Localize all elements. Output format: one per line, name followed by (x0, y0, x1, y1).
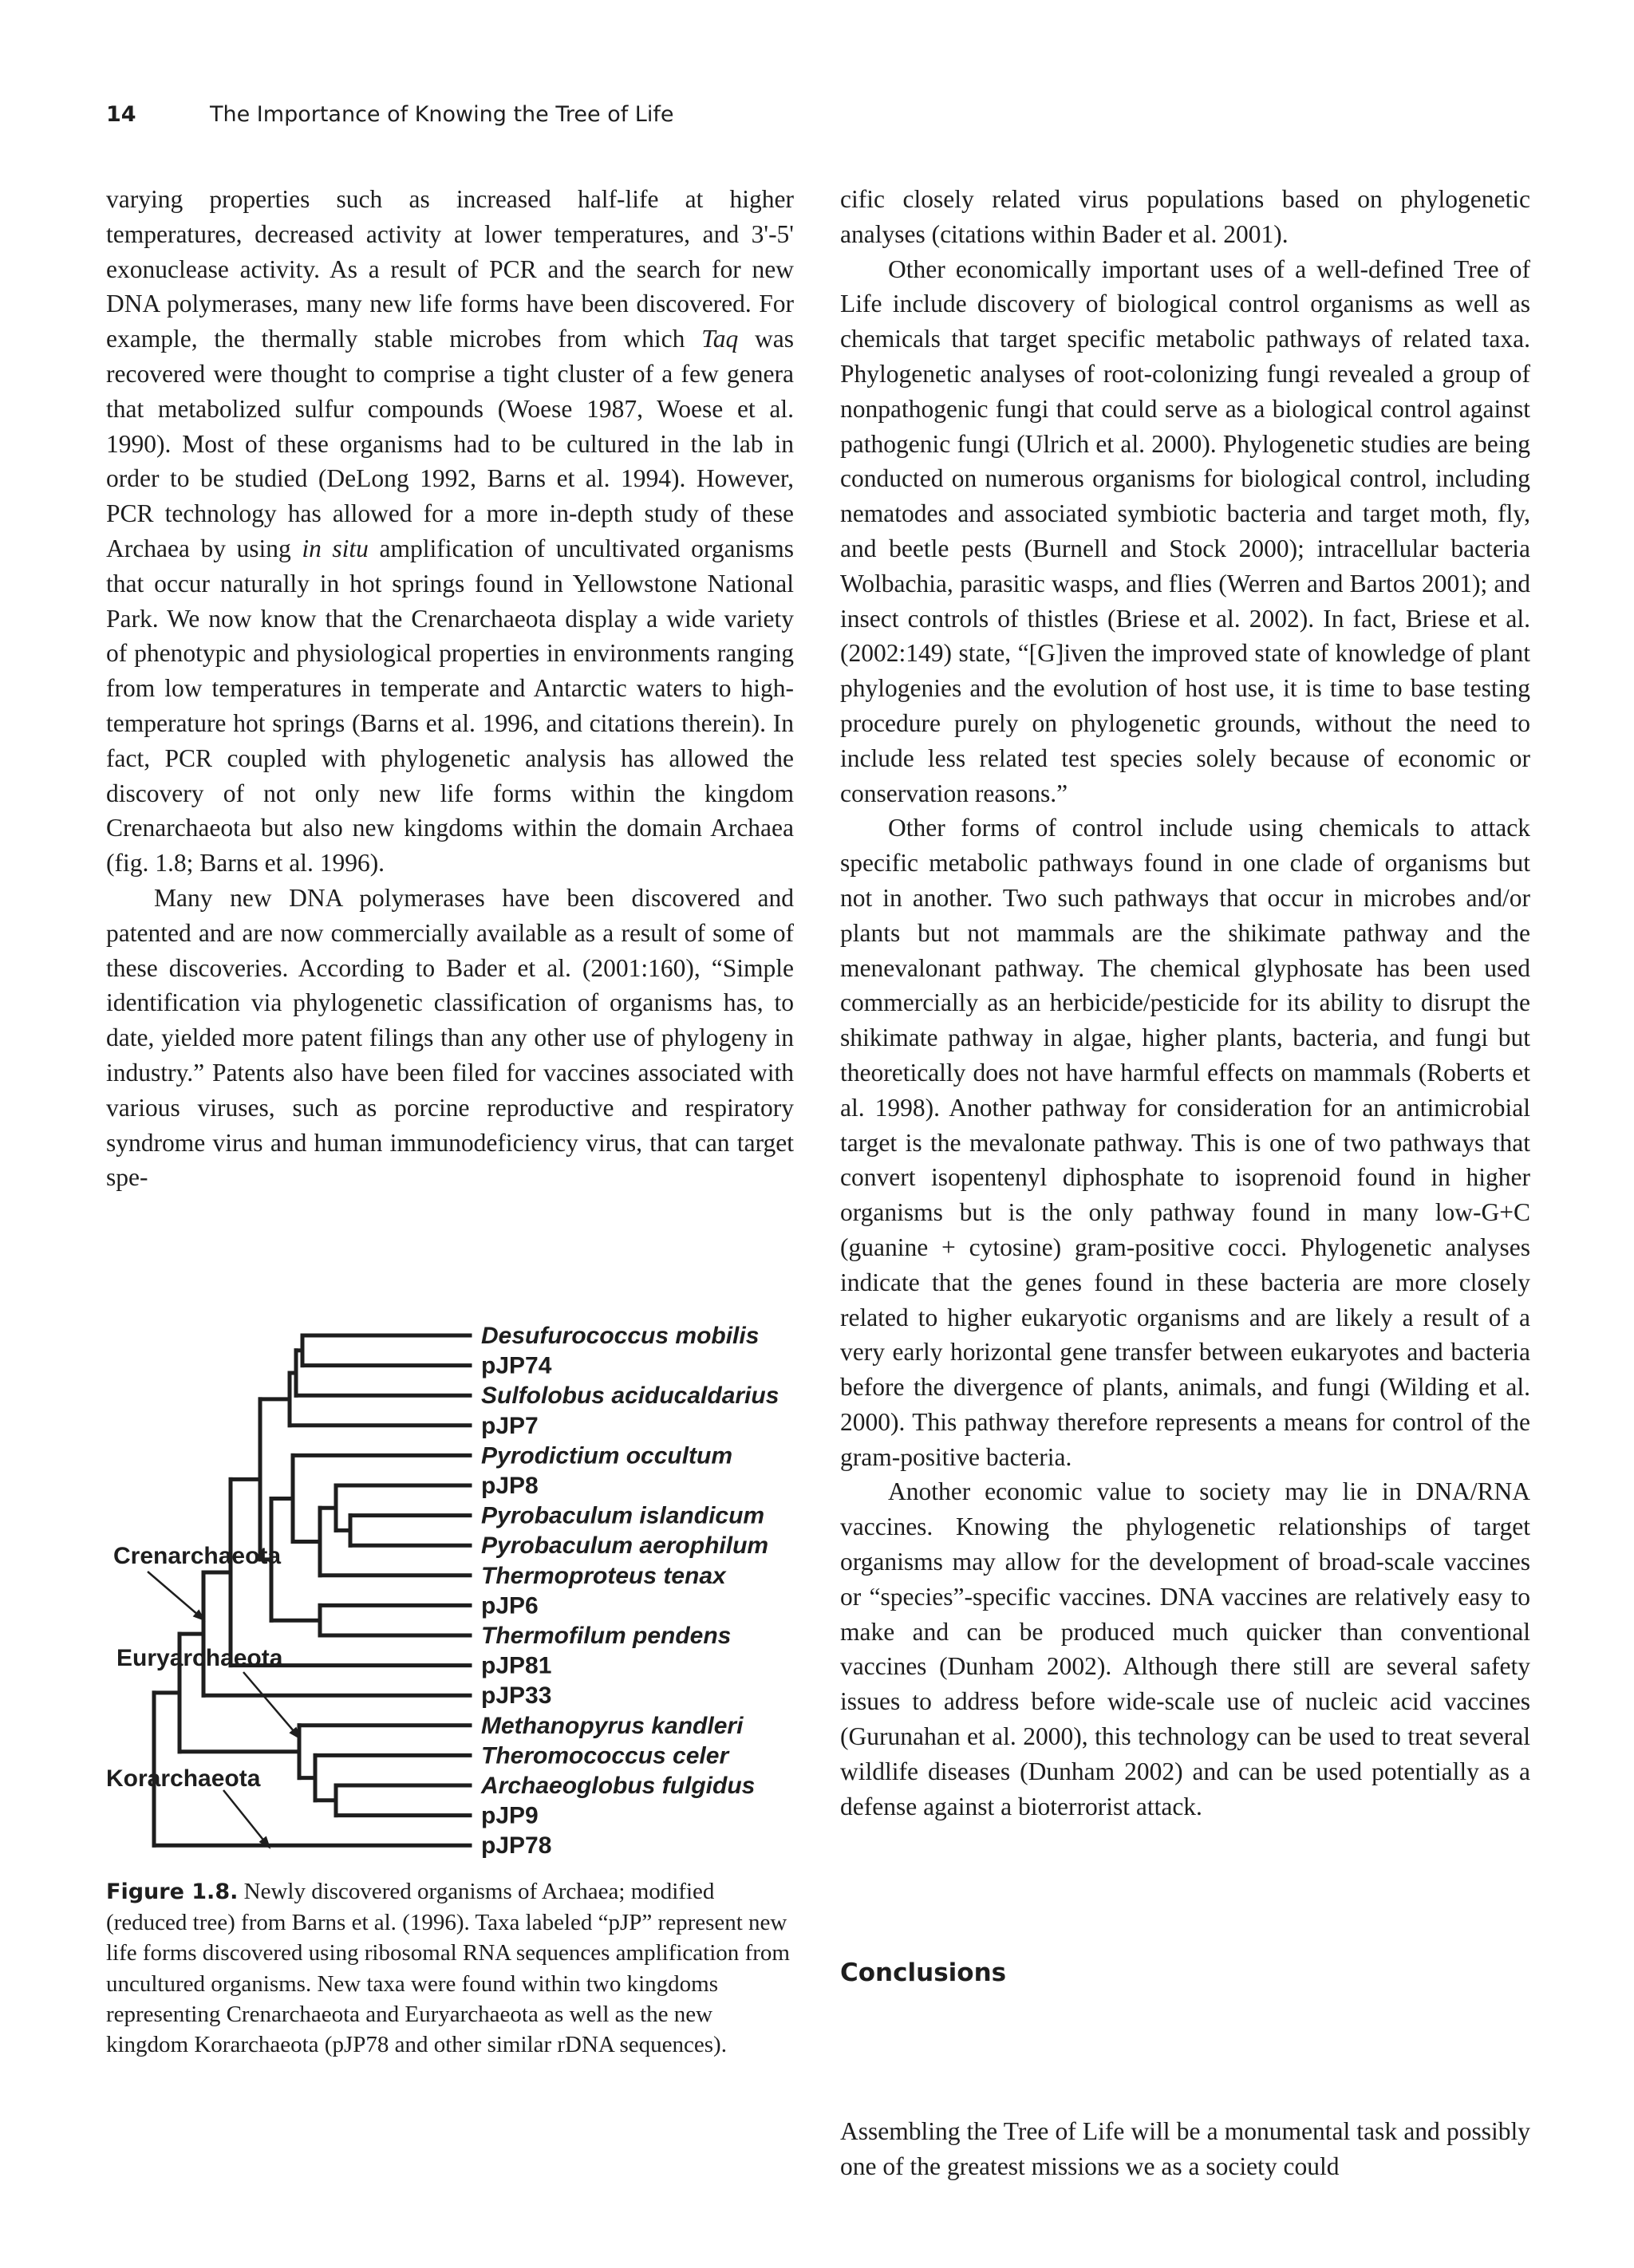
taxon-label: Theromococcus celer (481, 1742, 729, 1769)
tree-branch (223, 1790, 269, 1847)
euryarchaeota-label: Euryarchaeota (116, 1645, 283, 1671)
taxon-label: Archaeoglobus fulgidus (481, 1773, 756, 1799)
korarchaeota-label: Korarchaeota (106, 1765, 261, 1792)
right-paragraph-3: Other forms of control include using chemicals to attack specific metabolic pathways found in one clade of organisms but not in another. Two such pathways that occur in microbes and/or plants but not mammals are the shikimate pathway and the menevalonant pathway. The chemical glyphosate has been used commercially as an herbicide/pesticide for its ability to disrupt the shikimate pathway in algae, higher plants, bacteria, and fungi but theoretically does not have harmful effects on mammals (Roberts et al. 1998). Another pathway for consideration for an antimicrobial target is the mevalonate pathway. This is one of two pathways that convert isopentenyl diphosphate to isoprenoid found in higher organisms but is the only pathway found in many low-G+C (guanine + cytosine) gram-positive cocci. Phylogenetic analyses indicate that the genes found in these bacteria are more closely related to higher eukaryotic organisms and are likely a result of a very early horizontal gene transfer between eukaryotes and bacteria before the divergence of plants, animals, and fungi (Wilding et al. 2000). This pathway therefore represents a means for control of the gram-positive bacteria. (840, 814, 1530, 1471)
crenarchaeota-label: Crenarchaeota (113, 1543, 282, 1569)
tree-branch (148, 1572, 203, 1619)
figure-label: Figure 1.8. (106, 1879, 239, 1904)
page-number: 14 (106, 102, 136, 127)
in-situ-term: in situ (302, 534, 369, 562)
running-head (106, 102, 673, 127)
right-paragraph-4: Another economic value to society may lie in DNA/RNA vaccines. Knowing the phylogenetic relationships of target organisms may allow for the development of broad-scale vaccines or “species”-specific vaccines. DNA vaccines are relatively easy to make and can be produced much quicker than conventional vaccines (Dunham 2002). Although there still are several safety issues to address before wide-scale use of nucleic acid vaccines (Gurunahan et al. 2000), this technology can be used to treat several wildlife diseases (Dunham 2002) and can be used potentially as a defense against a bioterrorist attack. (840, 1477, 1530, 1820)
figure-1-8 (100, 1308, 802, 1867)
left-column (106, 182, 794, 1195)
taxon-label: Thermoproteus tenax (481, 1562, 726, 1589)
right-paragraph-1: cific closely related virus populations based on phylogenetic analyses (citations within Bader et al. 2001). (840, 185, 1530, 248)
taxon-label: Methanopyrus kandleri (481, 1712, 744, 1739)
tree-branch (243, 1672, 299, 1737)
section-heading-conclusions: Conclusions (840, 1958, 1007, 1987)
taxon-label: pJP7 (481, 1412, 539, 1439)
taxon-label: Pyrodictium occultum (481, 1442, 733, 1469)
taxon-label: pJP9 (481, 1802, 539, 1829)
left-paragraph-1: varying properties such as increased half-life at higher temperatures, decreased activity at lower temperatures, and 3'-5' exonuclease activity. As a result of PCR and the search for new DNA polymerases, many new life forms have been discovered. For example, the thermally stable microbes from which Taq was recovered were thought to comprise a tight cluster of a few genera that metabolized sulfur compounds (Woese 1987, Woese et al. 1990). Most of these organisms had to be cultured in the lab in order to be studied (DeLong 1992, Barns et al. 1994). However, PCR technology has allowed for a more in-depth study of these Archaea by using in situ amplification of uncultivated organisms that occur naturally in hot springs found in Yellowstone National Park. We now know that the Crenarchaeota display a wide variety of phenotypic and physiological properties in environments ranging from low temperatures in temperate and Antarctic waters to high-temperature hot springs (Barns et al. 1996, and citations therein). In fact, PCR coupled with phylogenetic analysis has allowed the discovery of not only new life forms within the kingdom Crenarchaeota but also new kingdoms within the domain Archaea (fig. 1.8; Barns et al. 1996). (106, 185, 794, 878)
right-column-continued (840, 2114, 1530, 2184)
taxon-label: Thermofilum pendens (481, 1623, 732, 1649)
right-paragraph-2: Other economically important uses of a well-defined Tree of Life include discovery of biological control organisms as well as chemicals that target specific metabolic pathways of related taxa. Phylogenetic analyses of root-colonizing fungi revealed a group of nonpathogenic fungi that could serve as a biological control against pathogenic fungi (Ulrich et al. 2000). Phylogenetic studies are being conducted on numerous organisms for biological control, including nematodes and associated symbiotic bacteria and target moth, fly, and beetle pests (Burnell and Stock 2000); intracellular bacteria Wolbachia, parasitic wasps, and flies (Werren and Bartos 2001); and insect controls of thistles (Briese et al. 2002). In fact, Briese et al. (2002:149) state, “[G]iven the improved state of knowledge of plant phylogenies and the evolution of host use, it is time to base testing procedure purely on phylogenetic grounds, without the need to include less related test species solely because of economic or conservation reasons.” (840, 254, 1530, 807)
right-column (840, 182, 1530, 1824)
taxon-label: pJP74 (481, 1352, 552, 1379)
figure-caption (106, 1876, 792, 2060)
taxon-label: Sulfolobus aciducaldarius (481, 1382, 780, 1410)
taxon-label: pJP33 (481, 1682, 552, 1710)
taxon-label: Desufurococcus mobilis (481, 1323, 760, 1349)
taxon-label: Pyrobaculum islandicum (481, 1502, 765, 1529)
taq-term: Taq (701, 325, 739, 353)
taxon-label: pJP8 (481, 1473, 539, 1499)
right-paragraph-5: Assembling the Tree of Life will be a monumental task and possibly one of the greatest missions we as a society could (840, 2117, 1530, 2180)
taxon-label: pJP81 (481, 1652, 552, 1679)
phylogenetic-tree (100, 1308, 802, 1867)
taxon-label: pJP6 (481, 1592, 539, 1619)
caption-text: Newly discovered organisms of Archaea; modified (reduced tree) from Barns et al. (1996). Taxa labeled “pJP” represent new life forms discovered using ribosomal RNA sequences amplification from uncultured organisms. New taxa were found within two kingdoms representing Crenarchaeota and Euryarchaeota as well as the new kingdom Korarchaeota (pJP78 and other similar rDNA sequences). (106, 1879, 790, 2058)
taxon-label: Pyrobaculum aerophilum (481, 1532, 769, 1560)
taxon-label: pJP78 (481, 1832, 552, 1860)
left-paragraph-2: Many new DNA polymerases have been discovered and patented and are now commercially available as a result of some of these discoveries. According to Bader et al. (2001:160), “Simple identification via phylogenetic classification of organisms has, to date, yielded more patent filings than any other use of phylogeny in industry.” Patents also have been filed for vaccines associated with various viruses, such as porcine reproductive and respiratory syndrome virus and human immunodeficiency virus, that can target spe- (106, 883, 794, 1192)
running-title: The Importance of Knowing the Tree of Life (210, 102, 674, 127)
